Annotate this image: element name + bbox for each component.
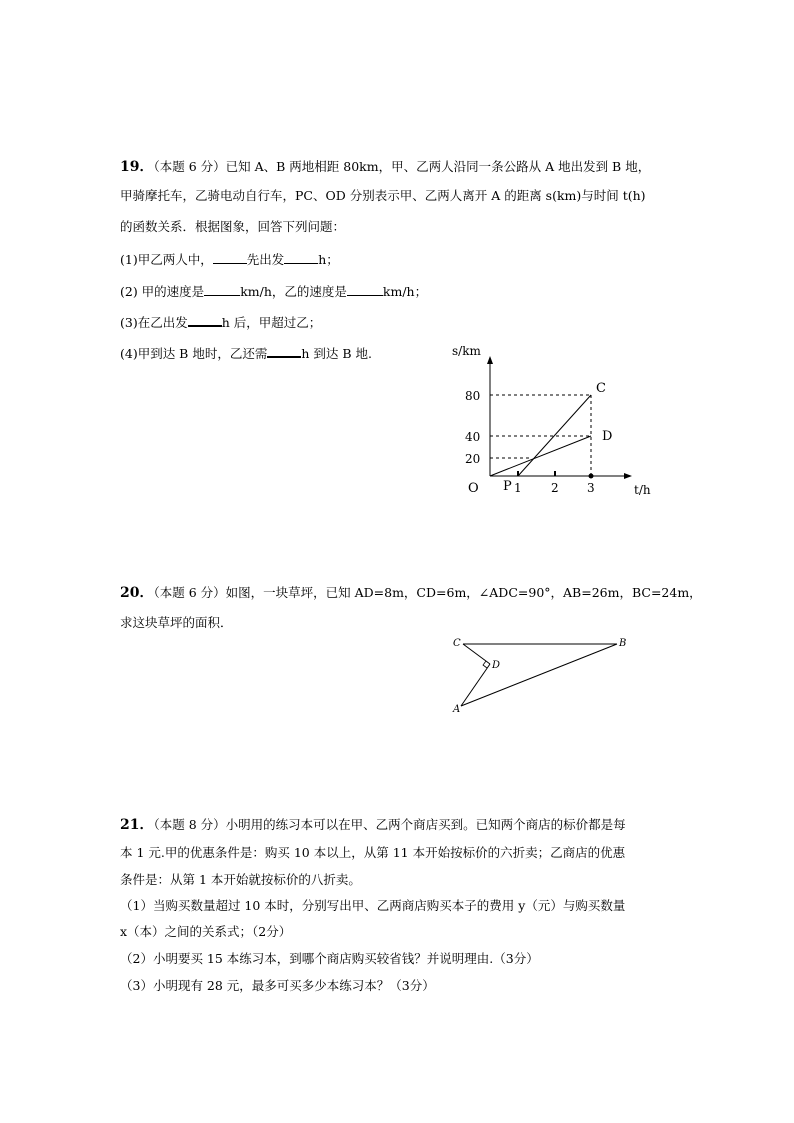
q19-part4	[120, 344, 372, 362]
q19-line3: 的函数关系．根据图象，回答下列问题：	[120, 219, 346, 234]
q19-part3-b: h 后，甲超过乙；	[221, 315, 322, 330]
q19-line1-text: （本题 6 分）已知 A、B 两地相距 80km，甲、乙两人沿同一条公路从 A 地出发到 B 地，	[153, 159, 651, 174]
q19-blank2[interactable]	[284, 251, 318, 264]
label-A: A	[453, 704, 461, 715]
lawn-figure	[448, 630, 638, 716]
origin-label: O	[468, 481, 479, 496]
label-C: C	[453, 638, 461, 649]
label-D: D	[492, 660, 501, 671]
c-label: C	[596, 381, 606, 396]
q19-part1-a: (1)甲乙两人中，	[120, 252, 213, 267]
q20-line1	[120, 582, 702, 602]
d-label: D	[602, 429, 613, 444]
q19-part2-b: km/h，乙的速度是	[240, 284, 347, 299]
distance-time-graph	[440, 336, 670, 506]
label-B: B	[619, 638, 627, 649]
q19-line2: 甲骑摩托车，乙骑电动自行车，PC、OD 分别表示甲、乙两人离开 A 的距离 s(km)与时间 t(h)	[120, 188, 646, 203]
q19-part2	[120, 282, 427, 300]
q21-part2: （2）小明要买 15 本练习本，到哪个商店购买较省钱？并说明理由.（3分）	[120, 951, 539, 966]
q20-line1-text: （本题 6 分）如图，一块草坪，已知 AD=8m，CD=6m，∠ADC=90°，AB=26m，BC=24m，	[153, 585, 702, 600]
q21-part3: （3）小明现有 28 元，最多可买多少本练习本？（3分）	[120, 978, 435, 993]
q21-part1: （1）当购买数量超过 10 本时，分别写出甲、乙两商店购买本子的费用 y（元）与购买数量	[120, 898, 626, 913]
t-axis-label: t/h	[634, 483, 651, 497]
q19-number: 19．	[120, 159, 154, 175]
q19-blank6[interactable]	[267, 344, 301, 358]
q19-blank4[interactable]	[347, 283, 383, 296]
q21-line1-text: （本题 8 分）小明用的练习本可以在甲、乙两个商店买到。已知两个商店的标价都是每	[153, 817, 626, 832]
q19-part3	[120, 313, 321, 331]
y-tick-20: 20	[465, 452, 481, 466]
q19-line1	[120, 156, 650, 176]
x-tick-2: 2	[551, 481, 559, 495]
q19-part4-a: (4)甲到达 B 地时，乙还需	[120, 346, 268, 361]
q19-part1-c: h；	[318, 252, 339, 267]
q21-number: 21．	[120, 817, 154, 833]
q21-line3: 条件是：从第 1 本开始就按标价的八折卖。	[120, 872, 361, 887]
s-axis-label: s/km	[452, 344, 481, 358]
q19-part2-a: (2) 甲的速度是	[120, 284, 205, 299]
y-tick-80: 80	[465, 389, 481, 403]
point-t3	[589, 474, 594, 479]
s-axis-arrow-icon	[487, 356, 493, 364]
q20-number: 20．	[120, 585, 154, 601]
p-label: P	[503, 479, 512, 494]
x-tick-3: 3	[587, 481, 595, 495]
right-angle-mark	[483, 661, 487, 668]
line-OD	[490, 436, 591, 476]
t-axis-arrow-icon	[624, 473, 632, 479]
q20-line2: 求这块草坪的面积．	[120, 615, 233, 630]
q19-blank1[interactable]	[213, 251, 247, 264]
segment-BA	[461, 644, 617, 706]
q21-part1b: x（本）之间的关系式；（2分）	[120, 924, 292, 939]
q19-part4-b: h 到达 B 地.	[301, 346, 372, 361]
q19-blank5[interactable]	[188, 313, 222, 327]
q19-part3-a: (3)在乙出发	[120, 315, 188, 330]
x-tick-1: 1	[514, 481, 522, 495]
q21-line1	[120, 814, 626, 834]
q19-part1-b: 先出发	[246, 252, 285, 267]
q19-blank3[interactable]	[204, 283, 240, 296]
q19-part1	[120, 250, 339, 268]
y-tick-40: 40	[465, 430, 481, 444]
q19-part2-c: km/h；	[382, 284, 428, 299]
q21-line2: 本 1 元.甲的优惠条件是：购买 10 本以上，从第 11 本开始按标价的六折卖；乙商店的优惠	[120, 845, 626, 860]
